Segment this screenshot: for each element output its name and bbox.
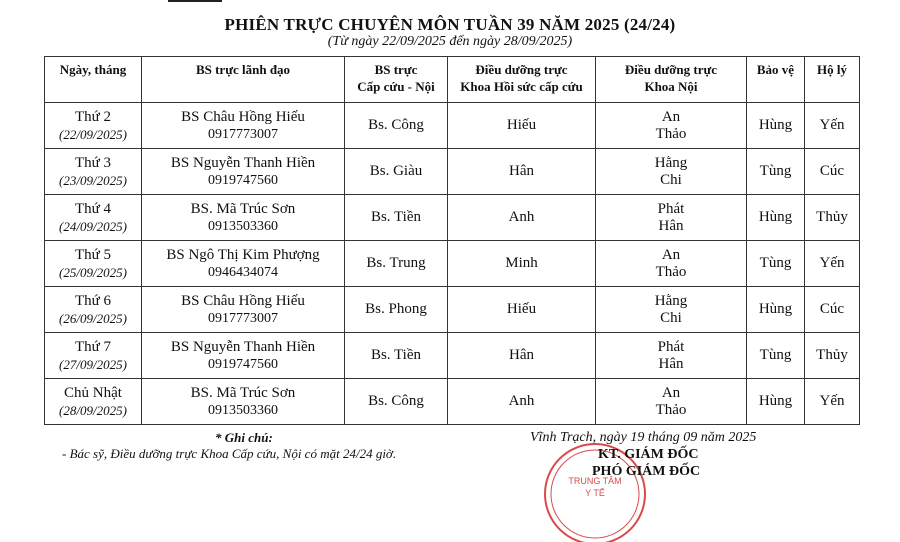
cell-internal-nurse: Hằng Chi — [596, 287, 747, 333]
page-title: PHIÊN TRỰC CHUYÊN MÔN TUẦN 39 NĂM 2025 (24/24) — [224, 15, 676, 34]
signature-title-1: KT. GIÁM ĐỐC — [598, 447, 699, 462]
cell-guard: Tùng — [747, 333, 805, 379]
header-aide: Hộ lý — [805, 57, 860, 103]
cell-icu-nurse: Hiếu — [448, 287, 596, 333]
cell-date: Chủ Nhật (28/09/2025) — [45, 379, 142, 425]
page-subtitle: (Từ ngày 22/09/2025 đến ngày 28/09/2025) — [327, 34, 573, 49]
cell-guard: Hùng — [747, 195, 805, 241]
cell-leader: BS Châu Hồng Hiếu 0917773007 — [142, 287, 345, 333]
header-date: Ngày, tháng — [45, 57, 142, 103]
table-row — [45, 287, 860, 333]
cell-internal-nurse: An Thảo — [596, 241, 747, 287]
table-row — [45, 103, 860, 149]
signature-title-2: PHÓ GIÁM ĐỐC — [592, 464, 701, 479]
header-leader: BS trực lãnh đạo — [142, 57, 345, 103]
header-internal-nurse: Điều dưỡng trực Khoa Nội — [596, 57, 747, 103]
cell-guard: Hùng — [747, 287, 805, 333]
cell-doctor: Bs. Công — [345, 103, 448, 149]
header-doctor: BS trực Cấp cứu - Nội — [345, 57, 448, 103]
cell-doctor: Bs. Công — [345, 379, 448, 425]
note-text: - Bác sỹ, Điều dưỡng trực Khoa Cấp cứu, Nội có mặt 24/24 giờ. — [62, 446, 397, 461]
cell-doctor: Bs. Trung — [345, 241, 448, 287]
cell-date: Thứ 5 (25/09/2025) — [45, 241, 142, 287]
note-title: * Ghi chú: — [215, 430, 273, 445]
cell-leader: BS Nguyễn Thanh Hiền 0919747560 — [142, 149, 345, 195]
place-date: Vĩnh Trạch, ngày 19 tháng 09 năm 2025 — [530, 430, 757, 445]
svg-text:Y TẾ: Y TẾ — [585, 488, 605, 498]
cell-internal-nurse: Hằng Chi — [596, 149, 747, 195]
cell-guard: Tùng — [747, 149, 805, 195]
cell-date: Thứ 3 (23/09/2025) — [45, 149, 142, 195]
cell-aide: Cúc — [805, 287, 860, 333]
cell-leader: BS Châu Hồng Hiếu 0917773007 — [142, 103, 345, 149]
cell-doctor: Bs. Tiền — [345, 195, 448, 241]
table-row — [45, 333, 860, 379]
table-row — [45, 379, 860, 425]
table-row — [45, 195, 860, 241]
table-row — [45, 149, 860, 195]
cell-guard: Hùng — [747, 379, 805, 425]
header-icu-nurse: Điều dưỡng trực Khoa Hồi sức cấp cứu — [448, 57, 596, 103]
duty-schedule-table — [44, 56, 860, 425]
cell-icu-nurse: Minh — [448, 241, 596, 287]
cell-icu-nurse: Hân — [448, 333, 596, 379]
cell-aide: Cúc — [805, 149, 860, 195]
cell-guard: Hùng — [747, 103, 805, 149]
cell-doctor: Bs. Giàu — [345, 149, 448, 195]
cell-aide: Yến — [805, 241, 860, 287]
cell-doctor: Bs. Phong — [345, 287, 448, 333]
cell-icu-nurse: Anh — [448, 195, 596, 241]
cell-aide: Yến — [805, 103, 860, 149]
cell-icu-nurse: Hân — [448, 149, 596, 195]
table-row — [45, 241, 860, 287]
cell-leader: BS Nguyễn Thanh Hiền 0919747560 — [142, 333, 345, 379]
cell-date: Thứ 7 (27/09/2025) — [45, 333, 142, 379]
cell-aide: Thủy — [805, 333, 860, 379]
cell-icu-nurse: Hiếu — [448, 103, 596, 149]
cell-date: Thứ 2 (22/09/2025) — [45, 103, 142, 149]
top-rule — [168, 0, 222, 2]
cell-leader: BS. Mã Trúc Sơn 0913503360 — [142, 379, 345, 425]
cell-leader: BS. Mã Trúc Sơn 0913503360 — [142, 195, 345, 241]
svg-text:TRUNG TÂM: TRUNG TÂM — [568, 476, 622, 486]
cell-internal-nurse: Phát Hân — [596, 195, 747, 241]
cell-aide: Yến — [805, 379, 860, 425]
cell-date: Thứ 4 (24/09/2025) — [45, 195, 142, 241]
cell-internal-nurse: An Thảo — [596, 379, 747, 425]
cell-internal-nurse: An Thảo — [596, 103, 747, 149]
cell-icu-nurse: Anh — [448, 379, 596, 425]
header-guard: Bảo vệ — [747, 57, 805, 103]
cell-doctor: Bs. Tiền — [345, 333, 448, 379]
cell-internal-nurse: Phát Hân — [596, 333, 747, 379]
cell-aide: Thủy — [805, 195, 860, 241]
table-header-row — [45, 57, 860, 103]
cell-leader: BS Ngô Thị Kim Phượng 0946434074 — [142, 241, 345, 287]
cell-guard: Tùng — [747, 241, 805, 287]
cell-date: Thứ 6 (26/09/2025) — [45, 287, 142, 333]
